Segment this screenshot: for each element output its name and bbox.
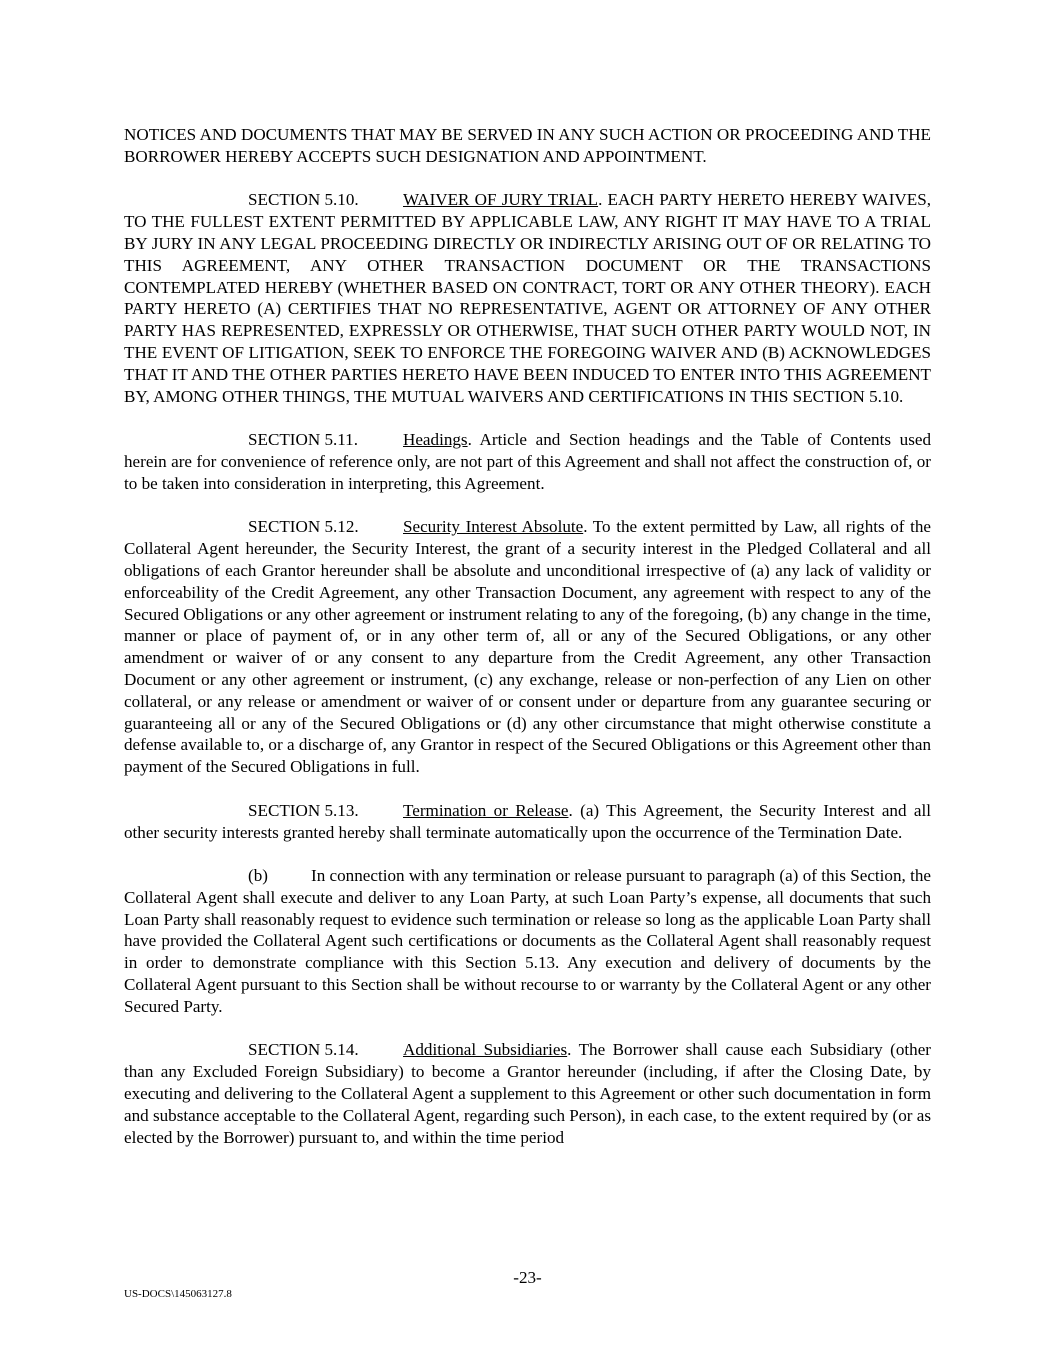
section-number: SECTION 5.14. bbox=[248, 1040, 359, 1060]
section-text: . EACH PARTY HERETO HEREBY WAIVES, TO THE FULLEST EXTENT PERMITTED BY APPLICABLE LAW, ANY RIGHT IT MAY HAVE TO A TRIAL BY JURY IN ANY LEGAL PROCEEDING DIRECTLY OR INDIRECTLY ARISING OUT OF OR RELATING TO THIS AGREEMENT, ANY OTHER TRANSACTION DOCUMENT OR THE TRANSACTIONS CONTEMPLATED HEREBY (WHETHER BASED ON CONTRACT, TORT OR ANY OTHER THEORY). EACH PARTY HERETO (A) CERTIFIES THAT NO REPRESENTATIVE, AGENT OR ATTORNEY OF ANY OTHER PARTY HAS REPRESENTED, EXPRESSLY OR OTHERWISE, THAT SUCH OTHER PARTY WOULD NOT, IN THE EVENT OF LITIGATION, SEEK TO ENFORCE THE FOREGOING WAIVER AND (B) ACKNOWLEDGES THAT IT AND THE OTHER PARTIES HERETO HAVE BEEN INDUCED TO ENTER INTO THIS AGREEMENT BY, AMONG OTHER THINGS, THE MUTUAL WAIVERS AND CERTIFICATIONS IN THIS SECTION 5.10. bbox=[124, 190, 931, 406]
page-number: -23- bbox=[513, 1268, 542, 1287]
section-text: . To the extent permitted by Law, all rights of the Collateral Agent hereunder, the Security Interest, the grant of a security interest in the Pledged Collateral and all obligations of each Grantor hereunder shall be absolute and unconditional irrespective of (a) any lack of validity or enforceability of the Credit Agreement, any other Transaction Document, any agreement with respect to any of the Secured Obligations or any other agreement or instrument relating to any of the foregoing, (b) any change in the time, manner or place of payment of, or in any other term of, all or any of the Secured Obligations, or any other amendment or waiver of or any consent to any departure from the Credit Agreement, any other Transaction Document or any other agreement or instrument, (c) any exchange, release or non-perfection of any Lien on other collateral, or any release or amendment or waiver of or consent under or departure from any guarantee securing or guaranteeing all or any of the Secured Obligations or (d) any other circumstance that might otherwise constitute a defense available to, or a discharge of, any Grantor in respect of the Secured Obligations or this Agreement other than payment of the Secured Obligations in full. bbox=[124, 517, 931, 777]
section-5-13 bbox=[124, 800, 931, 844]
document-id: US-DOCS\145063127.8 bbox=[124, 1288, 232, 1300]
section-heading: Headings bbox=[403, 430, 468, 450]
document-body bbox=[124, 124, 931, 1148]
section-number: SECTION 5.13. bbox=[248, 800, 359, 820]
intro-paragraph: NOTICES AND DOCUMENTS THAT MAY BE SERVED IN ANY SUCH ACTION OR PROCEEDING AND THE BORROWER HEREBY ACCEPTS SUCH DESIGNATION AND APPOINTMENT. bbox=[124, 125, 931, 166]
section-5-12 bbox=[124, 516, 931, 778]
section-number: SECTION 5.12. bbox=[248, 517, 359, 537]
section-text: . The Borrower shall cause each Subsidiary (other than any Excluded Foreign Subsidiary) to become a Grantor hereunder (including, if after the Closing Date, by executing and delivering to the Collateral Agent a supplement to this Agreement or other such documentation in form and substance acceptable to the Collateral Agent, regarding such Person), in each case, to the extent required by (or as elected by the Borrower) pursuant to, and within the time period bbox=[124, 1040, 931, 1147]
section-5-11 bbox=[124, 429, 931, 494]
section-number: SECTION 5.11. bbox=[248, 430, 358, 450]
section-heading: Security Interest Absolute bbox=[403, 517, 584, 537]
section-text: . Article and Section headings and the Table of Contents used herein are for convenience of reference only, are not part of this Agreement and shall not affect the construction of, or to be taken into consideration in interpreting, this Agreement. bbox=[124, 430, 931, 493]
section-heading: WAIVER OF JURY TRIAL bbox=[403, 190, 599, 210]
section-heading: Additional Subsidiaries bbox=[403, 1040, 568, 1060]
section-number: SECTION 5.10. bbox=[248, 190, 359, 210]
section-heading: Termination or Release bbox=[403, 800, 569, 820]
subparagraph-b bbox=[124, 865, 931, 1018]
subparagraph-text: In connection with any termination or release pursuant to paragraph (a) of this Section, the Collateral Agent shall execute and deliver to any Loan Party, at such Loan Party’s expense, all documents that such Loan Party shall reasonably request to evidence such termination or release so long as the applicable Loan Party shall have provided the Collateral Agent such certifications or documents as the Collateral Agent shall reasonably request in order to demonstrate compliance with this Section 5.13. Any execution and delivery of documents by the Collateral Agent pursuant to this Section shall be without recourse to or warranty by the Collateral Agent or any other Secured Party. bbox=[124, 866, 931, 1016]
section-text: . (a) This Agreement, the Security Interest and all other security interests granted hereby shall terminate automatically upon the occurrence of the Termination Date. bbox=[124, 800, 931, 842]
section-5-10 bbox=[124, 189, 931, 407]
section-5-14 bbox=[124, 1039, 931, 1148]
subparagraph-label: (b) bbox=[248, 866, 268, 886]
